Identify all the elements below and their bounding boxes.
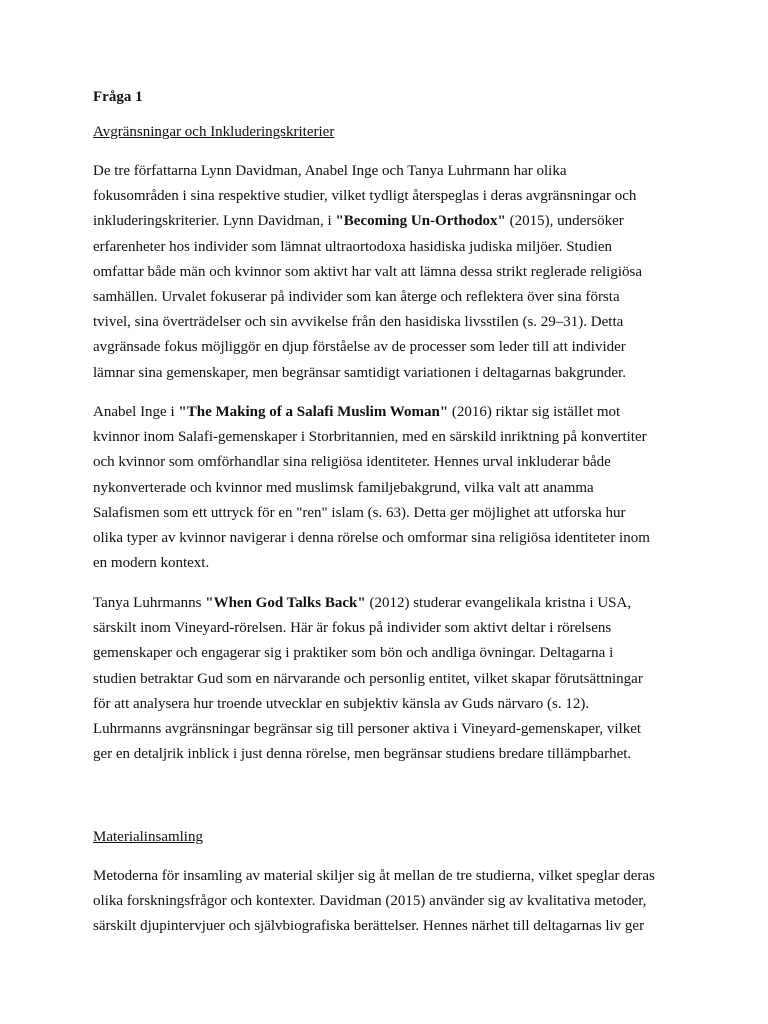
- text-segment: Salafismen som ett uttryck för en "ren" islam (s. 63). Detta ger möjlighet att utforska hur: [93, 504, 626, 521]
- text-segment: ger en detaljrik inblick i just denna rörelse, men begränsar studiens bredare tillämpbarhet.: [93, 746, 632, 763]
- paragraph-luhrmann: [93, 591, 643, 767]
- text-segment: (2016) riktar sig istället mot: [448, 404, 621, 420]
- paragraph-inge: [93, 400, 650, 576]
- paragraph-davidman: [93, 159, 642, 386]
- text-segment: olika typer av kvinnor navigerar i denna rörelse och omformar sina religiösa identiteter inom: [93, 529, 650, 546]
- text-segment: erfarenheter hos individer som lämnat ultraortodoxa hasidiska judiska miljöer. Studien: [93, 238, 613, 255]
- text-line: [93, 641, 643, 666]
- text-segment: gemenskaper och engagerar sig i praktiker som bön och andliga övningar. Deltagarna i: [93, 645, 614, 662]
- text-line: [93, 209, 642, 234]
- book-title: "When God Talks Back": [205, 595, 366, 611]
- text-line: [93, 159, 642, 184]
- text-line: [93, 616, 643, 641]
- text-line: [93, 400, 650, 425]
- text-segment: De tre författarna Lynn Davidman, Anabel Inge och Tanya Luhrmann har olika: [93, 163, 567, 179]
- text-segment: studien betraktar Gud som en närvarande och personlig entitet, vilket skapar förutsättningar: [93, 670, 643, 687]
- text-line: [93, 235, 642, 260]
- text-segment: inkluderingskriterier. Lynn Davidman, i: [93, 213, 336, 230]
- text-line: [93, 889, 655, 914]
- text-line: [93, 450, 650, 475]
- text-segment: särskilt inom Vineyard-rörelsen. Här är fokus på individer som aktivt deltar i rörelsens: [93, 620, 612, 637]
- text-line: [93, 184, 642, 209]
- text-line: [93, 476, 650, 501]
- text-segment: kvinnor inom Salafi-gemenskaper i Storbritannien, med en särskild inriktning på konvertiter: [93, 429, 647, 446]
- text-segment: olika forskningsfrågor och kontexter. Davidman (2015) använder sig av kvalitativa metoder,: [93, 893, 647, 910]
- text-segment: Anabel Inge i: [93, 404, 179, 420]
- text-line: [93, 526, 650, 551]
- text-line: [93, 591, 643, 616]
- text-segment: omfattar både män och kvinnor som aktivt har valt att lämna dessa strikt reglerade religiösa: [93, 263, 642, 280]
- text-line: [93, 501, 650, 526]
- text-segment: fokusområden i sina respektive studier, vilket tydligt återspeglas i deras avgränsningar och: [93, 188, 637, 205]
- text-segment: samhällen. Urvalet fokuserar på individer som kan återge och reflektera över sina första: [93, 288, 620, 305]
- text-line: [93, 260, 642, 285]
- book-title: "Becoming Un-Orthodox": [335, 213, 506, 230]
- text-line: [93, 310, 642, 335]
- text-line: [93, 717, 643, 742]
- text-line: [93, 335, 642, 360]
- text-segment: Tanya Luhrmanns: [93, 595, 206, 611]
- text-line: [93, 425, 650, 450]
- text-segment: tvivel, sina överträdelser och sin avvikelse från den hasidiska livsstilen (s. 29–31). Detta: [93, 314, 624, 331]
- text-segment: (2012) studerar evangelikala kristna i USA,: [365, 595, 632, 611]
- book-title: "The Making of a Salafi Muslim Woman": [178, 404, 449, 420]
- section-heading-materialinsamling: Materialinsamling: [93, 829, 203, 845]
- text-line: [93, 361, 642, 386]
- text-segment: (2015), undersöker: [505, 213, 624, 230]
- section-heading-avgransningar: Avgränsningar och Inkluderingskriterier: [93, 124, 335, 140]
- text-line: [93, 742, 643, 767]
- text-line: [93, 864, 655, 889]
- page-title: Fråga 1: [93, 89, 143, 105]
- paragraph-materialinsamling: [93, 864, 655, 940]
- text-line: [93, 692, 643, 717]
- text-segment: nykonverterade och kvinnor med muslimsk familjebakgrund, vilka valt att anamma: [93, 479, 594, 496]
- text-line: [93, 914, 655, 939]
- text-line: [93, 667, 643, 692]
- text-segment: lämnar sina gemenskaper, men begränsar samtidigt variationen i deltagarnas bakgrunder.: [93, 364, 626, 381]
- text-segment: Metoderna för insamling av material skiljer sig åt mellan de tre studierna, vilket speglar deras: [93, 868, 655, 884]
- text-segment: en modern kontext.: [93, 555, 210, 572]
- text-segment: för att analysera hur troende utvecklar en subjektiv känsla av Guds närvaro (s. 12).: [93, 695, 590, 712]
- text-segment: avgränsade fokus möjliggör en djup förståelse av de processer som leder till att individer: [93, 339, 626, 356]
- text-segment: och kvinnor som omförhandlar sina religiösa identiteter. Hennes urval inkluderar både: [93, 454, 611, 471]
- text-line: [93, 551, 650, 576]
- text-line: [93, 285, 642, 310]
- text-segment: Luhrmanns avgränsningar begränsar sig till personer aktiva i Vineyard-gemenskaper, vilket: [93, 720, 642, 737]
- text-segment: särskilt djupintervjuer och självbiografiska berättelser. Hennes närhet till deltagarnas liv ger: [93, 918, 645, 935]
